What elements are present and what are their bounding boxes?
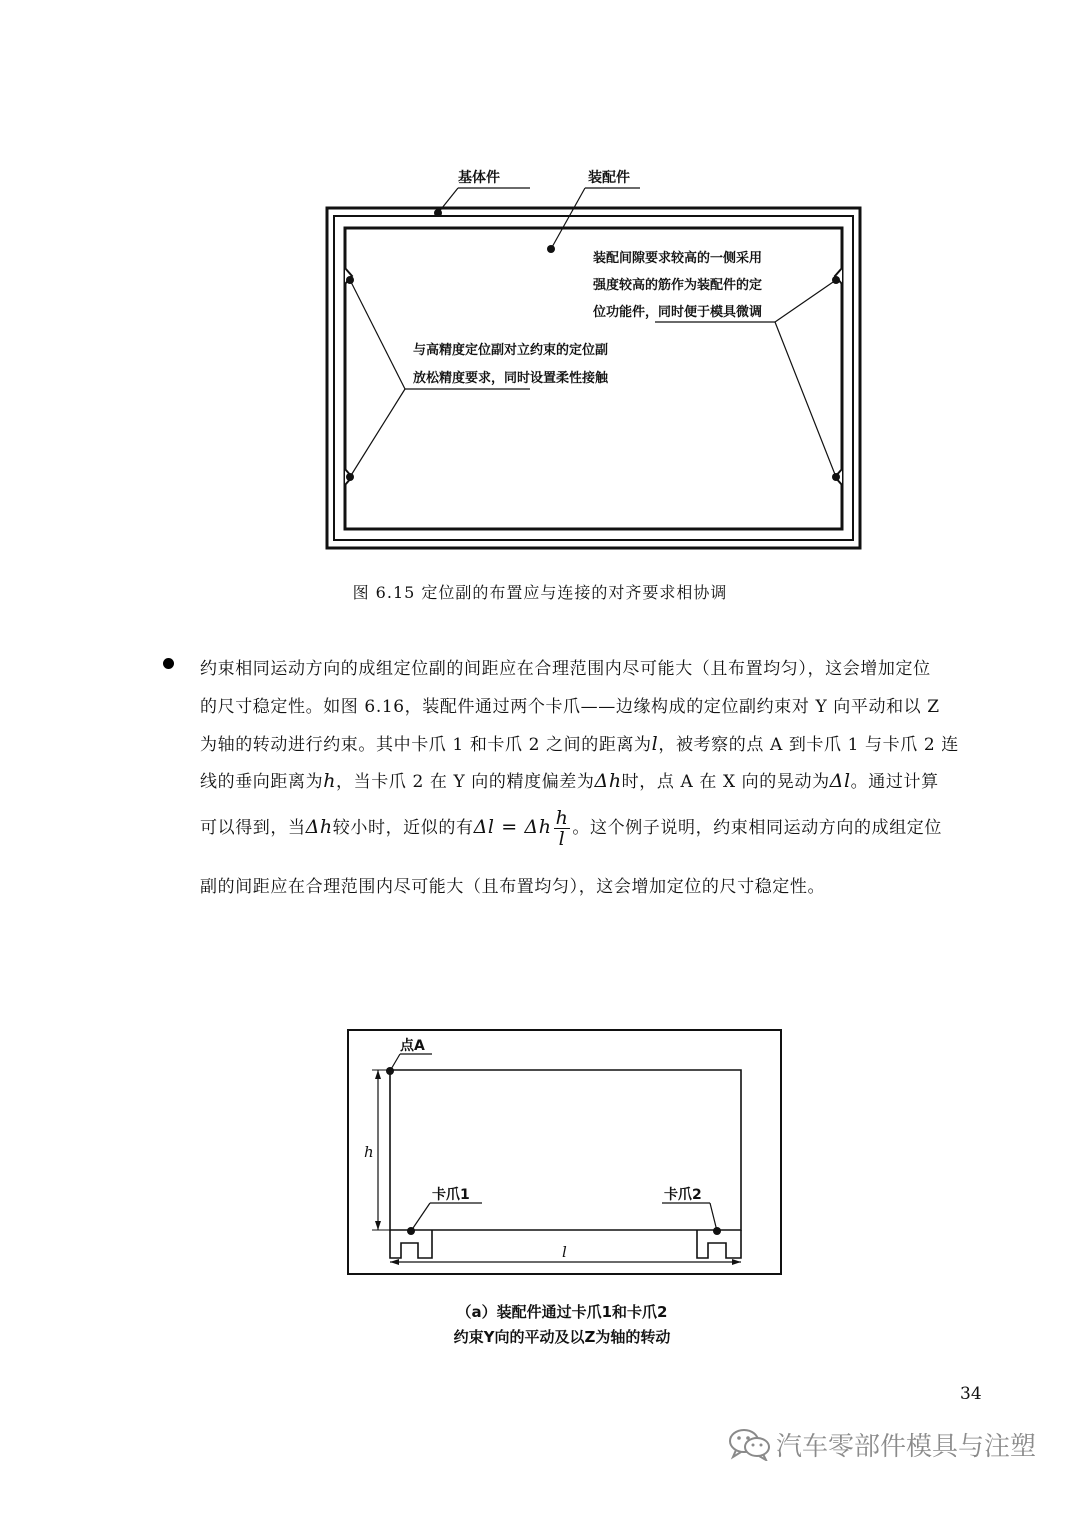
- locator-marker-left-bottom: [346, 473, 354, 481]
- symbol-l: l: [651, 733, 659, 755]
- paragraph-line-4-b: ，当卡爪 2 在 Y 向的精度偏差为: [336, 772, 595, 792]
- paragraph-line-5-b: 较小时，近似的有: [332, 818, 474, 838]
- paragraph-line-3: [200, 730, 990, 755]
- paragraph-line-6: 副的间距应在合理范围内尽可能大（且布置均匀），这会增加定位的尺寸稳定性。: [200, 877, 826, 897]
- note-left-line-2: 放松精度要求，同时设置柔性接触: [413, 371, 609, 386]
- locator-marker-right-top: [832, 276, 840, 284]
- watermark: [728, 1424, 1058, 1464]
- bullet-dot: [163, 658, 174, 669]
- note-right-line-1: 装配间隙要求较高的一侧采用: [593, 251, 763, 266]
- note-left-line-1: 与高精度定位副对立约束的定位副: [413, 343, 609, 358]
- figure-6-15-caption: 图 6.15 定位副的布置应与连接的对齐要求相协调: [352, 583, 728, 602]
- paragraph-line-3-b: ，被考察的点 A 到卡爪 1 与卡爪 2 连: [658, 735, 959, 755]
- symbol-delta-h-2: Δh: [305, 816, 333, 838]
- locator-marker-left-top: [346, 276, 354, 284]
- symbol-delta-l: Δl: [829, 770, 851, 792]
- label-claw-2: 卡爪2: [664, 1187, 702, 1203]
- assembly-part-marker: [547, 245, 555, 253]
- label-l: l: [562, 1243, 567, 1261]
- paragraph-line-4-a: 线的垂向距离为: [200, 772, 324, 792]
- paragraph-line-5-c: 。这个例子说明，约束相同运动方向的成组定位: [572, 818, 943, 838]
- formula-fraction: [554, 808, 571, 849]
- label-assembly-part: 装配件: [588, 170, 630, 186]
- paragraph-line-4-d: 。通过计算: [850, 772, 939, 792]
- assembly-part-outline: [390, 1070, 741, 1230]
- watermark-text: 汽车零部件模具与注塑: [776, 1431, 1037, 1462]
- paragraph-line-5: [200, 808, 990, 849]
- label-h: h: [364, 1143, 374, 1161]
- paragraph-line-5-a: 可以得到，当: [200, 818, 306, 838]
- label-claw-1: 卡爪1: [432, 1187, 470, 1203]
- symbol-h: h: [323, 770, 337, 792]
- figure-6-16a-caption-line-1: （a）装配件通过卡爪1和卡爪2: [456, 1303, 668, 1321]
- formula-denominator: l: [558, 828, 566, 850]
- paragraph-line-4: [200, 767, 990, 792]
- base-part-marker: [434, 209, 442, 217]
- formula-lhs: Δl = Δh: [473, 816, 552, 838]
- paragraph-line-3-a: 为轴的转动进行约束。其中卡爪 1 和卡爪 2 之间的距离为: [200, 735, 652, 755]
- symbol-delta-h: Δh: [594, 770, 622, 792]
- paragraph-line-1: 约束相同运动方向的成组定位副的间距应在合理范围内尽可能大（且布置均匀），这会增加定位: [200, 659, 931, 679]
- page-number: 34: [960, 1384, 982, 1404]
- figure-6-16a-caption-line-2: 约束Y向的平动及以Z为轴的转动: [453, 1328, 671, 1346]
- figure-border: [348, 1030, 781, 1274]
- locator-marker-right-bottom: [832, 473, 840, 481]
- note-right-line-3: 位功能件，同时便于模具微调: [593, 305, 763, 320]
- label-point-a: 点A: [400, 1038, 425, 1054]
- paragraph-line-4-c: 时，点 A 在 X 向的晃动为: [621, 772, 830, 792]
- wechat-icon: [728, 1427, 772, 1461]
- paragraph-line-2: 的尺寸稳定性。如图 6.16，装配件通过两个卡爪——边缘构成的定位副约束对 Y 向平动和以 Z: [200, 697, 940, 717]
- figure-6-15: [0, 0, 1080, 570]
- note-right-line-2: 强度较高的筋作为装配件的定: [593, 278, 763, 293]
- formula-numerator: h: [555, 807, 569, 829]
- label-base-part: 基体件: [458, 170, 500, 186]
